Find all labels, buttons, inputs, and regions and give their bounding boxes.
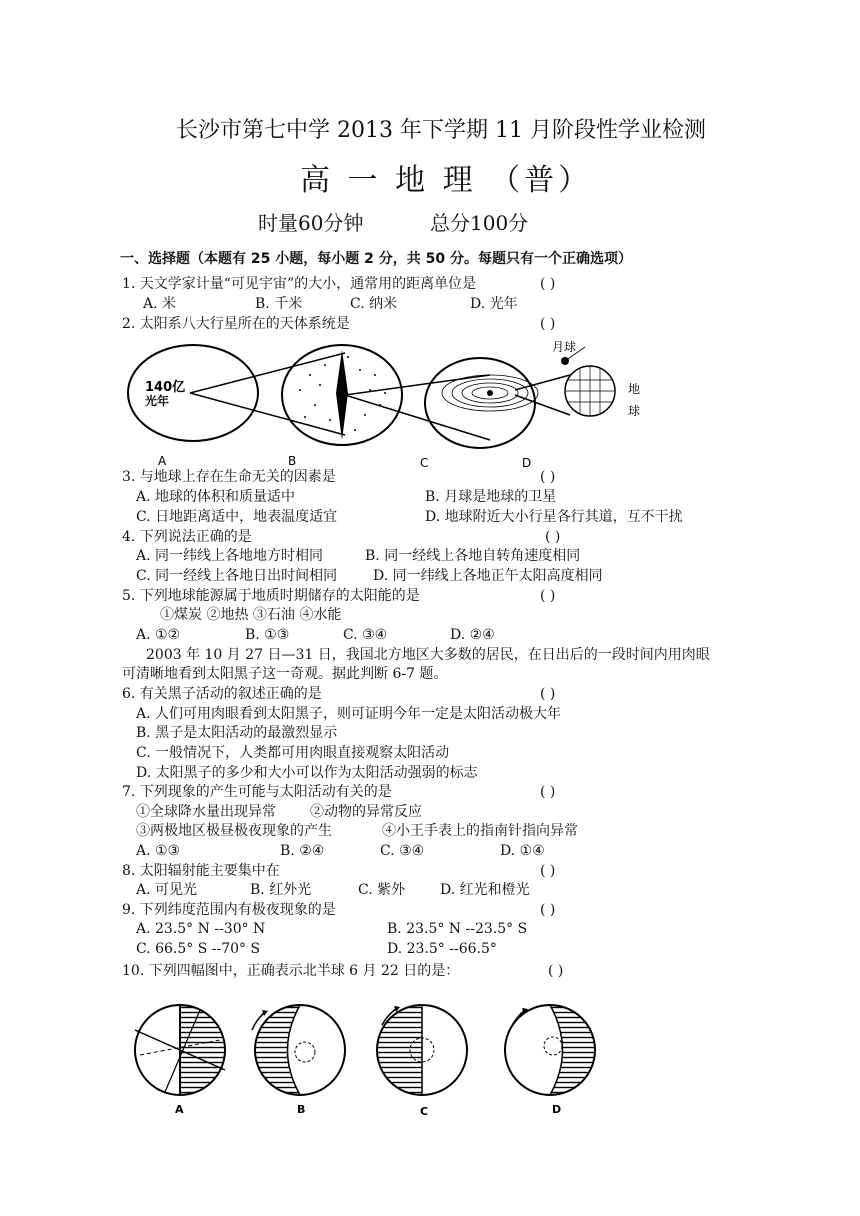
q1-option-d: D. 光年 — [470, 296, 518, 312]
q7-bracket: ( ) — [540, 784, 556, 800]
q5-bracket: ( ) — [540, 588, 556, 604]
q3-option-d: D. 地球附近大小行星各行其道，互不干扰 — [425, 509, 683, 525]
figure-moon-label: 月球 — [552, 340, 577, 354]
section-heading: 一、选择题（本题有 25 小题，每小题 2 分，共 50 分。每题只有一个正确选项） — [120, 251, 632, 267]
q1-stem: 1. 天文学家计量“可见宇宙”的大小，通常用的距离单位是 — [122, 276, 477, 292]
q1-option-c: C. 纳米 — [350, 296, 398, 312]
q10-stem: 10. 下列四幅图中，正确表示北半球 6 月 22 日的是： — [122, 963, 460, 979]
q8-option-b: B. 红外光 — [250, 882, 312, 898]
q5-option-b: B. ①③ — [245, 627, 290, 643]
q5-option-a: A. ①② — [136, 627, 181, 643]
passage-line-1: 2003 年 10 月 27 日—31 日，我国北方地区大多数的居民，在日出后的一段时间内用肉眼 — [146, 647, 710, 663]
q5-option-d: D. ②④ — [450, 627, 495, 643]
q10-label-a: A — [175, 1103, 184, 1116]
q2-bracket: ( ) — [540, 316, 556, 332]
q3-bracket: ( ) — [540, 469, 556, 485]
figure-label-a: A — [158, 454, 167, 468]
q3-option-c: C. 日地距离适中，地表温度适宜 — [136, 509, 338, 525]
q6-option-a: A. 人们可用肉眼看到太阳黑子，则可证明今年一定是太阳活动极大年 — [136, 706, 562, 722]
q8-option-d: D. 红光和橙光 — [440, 882, 530, 898]
q9-bracket: ( ) — [540, 902, 556, 918]
figure-b-globe — [252, 1005, 345, 1095]
q7-item-1: ①全球降水量出现异常 — [136, 804, 276, 820]
q7-item-4: ④小王手表上的指南针指向异常 — [382, 823, 578, 839]
q6-option-c: C. 一般情况下，人类都可用肉眼直接观察太阳活动 — [136, 745, 450, 761]
score-info: 总分100分 — [430, 211, 529, 235]
q6-stem: 6. 有关黑子活动的叙述正确的是 — [122, 686, 322, 702]
q9-option-c: C. 66.5° S --70° S — [136, 941, 261, 957]
q10-bracket: ( ) — [548, 963, 564, 979]
q4-option-c: C. 同一经线上各地日出时间相同 — [136, 568, 338, 584]
figure-earth-label-2: 球 — [628, 404, 641, 418]
q9-option-d: D. 23.5° --66.5° — [387, 941, 497, 957]
q9-stem: 9. 下列纬度范围内有极夜现象的是 — [122, 902, 336, 918]
q1-option-b: B. 千米 — [255, 296, 303, 312]
q10-label-c: C — [420, 1105, 429, 1118]
figure-label-b: B — [288, 454, 297, 468]
q7-option-d: D. ①④ — [500, 843, 545, 859]
q3-stem: 3. 与地球上存在生命无关的因素是 — [122, 469, 336, 485]
q8-stem: 8. 太阳辐射能主要集中在 — [122, 863, 280, 879]
q4-option-d: D. 同一纬线上各地正午太阳高度相同 — [373, 568, 603, 584]
q4-option-b: B. 同一经线上各地自转角速度相同 — [365, 548, 581, 564]
q1-option-a: A. 米 — [143, 296, 177, 312]
figure-d-globe — [505, 1005, 595, 1095]
q4-stem: 4. 下列说法正确的是 — [122, 529, 252, 545]
figure-distance-label-2: 光年 — [145, 394, 170, 408]
figure-label-d: D — [522, 456, 532, 470]
q4-bracket: ( ) — [545, 529, 561, 545]
figure-c-globe — [377, 1005, 467, 1095]
q8-option-c: C. 紫外 — [358, 882, 406, 898]
q3-option-a: A. 地球的体积和质量适中 — [136, 489, 296, 505]
q7-option-a: A. ①③ — [136, 843, 181, 859]
figure-earth-label-1: 地 — [628, 382, 641, 396]
q4-option-a: A. 同一纬线上各地地方时相同 — [136, 548, 324, 564]
q9-option-b: B. 23.5° N --23.5° S — [387, 921, 528, 937]
q6-option-d: D. 太阳黑子的多少和大小可以作为太阳活动强弱的标志 — [136, 765, 478, 781]
passage-line-2: 可清晰地看到太阳黑子这一奇观。据此判断 6-7 题。 — [122, 666, 448, 682]
q9-option-a: A. 23.5° N --30° N — [136, 921, 266, 937]
figure-a-globe — [135, 1000, 230, 1100]
q5-stem: 5. 下列地球能源属于地质时期储存的太阳能的是 — [122, 588, 420, 604]
time-info: 时量60分钟 — [258, 211, 364, 235]
exam-title: 长沙市第七中学 2013 年下学期 11 月阶段性学业检测 — [176, 118, 706, 143]
q8-option-a: A. 可见光 — [136, 882, 198, 898]
q7-item-3: ③两极地区极昼极夜现象的产生 — [136, 823, 332, 839]
q3-option-b: B. 月球是地球的卫星 — [425, 489, 557, 505]
figure-label-c: C — [420, 456, 429, 470]
subject-title: 高 一 地 理 （普） — [300, 163, 593, 198]
q1-bracket: ( ) — [540, 276, 556, 292]
q2-stem: 2. 太阳系八大行星所在的天体系统是 — [122, 316, 350, 332]
celestial-systems-figure — [120, 335, 660, 470]
q8-bracket: ( ) — [540, 863, 556, 879]
q7-item-2: ②动物的异常反应 — [310, 804, 422, 820]
q10-label-b: B — [297, 1103, 306, 1116]
q10-label-d: D — [552, 1103, 562, 1116]
q6-bracket: ( ) — [540, 686, 556, 702]
q5-option-c: C. ③④ — [343, 627, 388, 643]
q7-option-b: B. ②④ — [280, 843, 325, 859]
q6-option-b: B. 黑子是太阳活动的最激烈显示 — [136, 725, 338, 741]
solstice-figure — [125, 1000, 625, 1120]
q7-option-c: C. ③④ — [380, 843, 425, 859]
q5-items: ①煤炭 ②地热 ③石油 ④水能 — [160, 607, 342, 623]
figure-distance-label-1: 140亿 — [145, 380, 186, 395]
figure-c-ellipse — [425, 358, 535, 448]
q7-stem: 7. 下列现象的产生可能与太阳活动有关的是 — [122, 784, 392, 800]
